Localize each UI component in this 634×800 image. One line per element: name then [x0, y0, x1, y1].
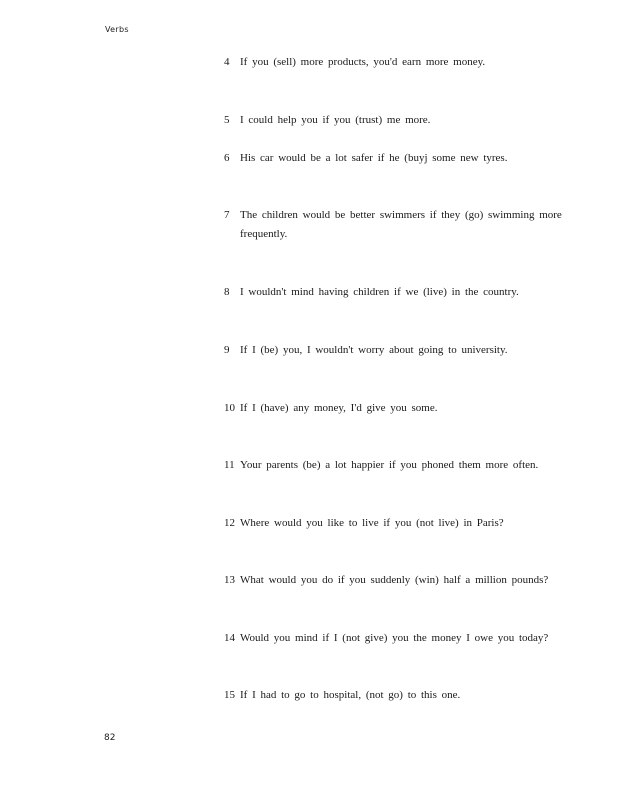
exercise-item [224, 514, 594, 533]
item-text: If I (be) you, I wouldn't worry about going to university. [240, 344, 508, 356]
item-text: I wouldn't mind having children if we (live) in the country. [240, 286, 519, 298]
item-number: 14 [224, 632, 235, 644]
item-continuation: frequently. [240, 228, 288, 240]
item-text: If I had to go to hospital, (not go) to this one. [240, 689, 461, 701]
item-text: I could help you if you (trust) me more. [240, 114, 431, 126]
item-text: His car would be a lot safer if he (buyj some new tyres. [240, 152, 508, 164]
item-text: If you (sell) more products, you'd earn more money. [240, 56, 486, 68]
exercise-item [224, 149, 594, 168]
item-text: The children would be better swimmers if they (go) swimming more [240, 209, 562, 221]
exercise-item [224, 399, 594, 418]
exercise-item [224, 53, 594, 72]
page-number: 82 [104, 733, 116, 743]
exercise-item [224, 206, 594, 244]
item-number: 12 [224, 517, 235, 529]
item-text: Would you mind if I (not give) you the money I owe you today? [240, 632, 549, 644]
item-number: 15 [224, 689, 235, 701]
item-number: 10 [224, 402, 235, 414]
exercise-item [224, 686, 594, 705]
item-number: 8 [224, 286, 230, 298]
item-number: 7 [224, 209, 230, 221]
item-text: Your parents (be) a lot happier if you phoned them more often. [240, 459, 539, 471]
item-number: 5 [224, 114, 230, 126]
item-number: 11 [224, 459, 235, 471]
exercise-item [224, 456, 594, 475]
item-text: Where would you like to live if you (not live) in Paris? [240, 517, 504, 529]
item-number: 4 [224, 56, 230, 68]
item-number: 13 [224, 574, 235, 586]
exercise-item [224, 341, 594, 360]
exercise-item [224, 283, 594, 302]
exercise-item [224, 571, 594, 590]
item-number: 6 [224, 152, 230, 164]
item-text: If I (have) any money, I'd give you some. [240, 402, 438, 414]
running-header: Verbs [105, 25, 129, 34]
item-text: What would you do if you suddenly (win) half a million pounds? [240, 574, 549, 586]
exercise-item [224, 111, 594, 130]
item-number: 9 [224, 344, 230, 356]
exercise-item [224, 629, 594, 648]
